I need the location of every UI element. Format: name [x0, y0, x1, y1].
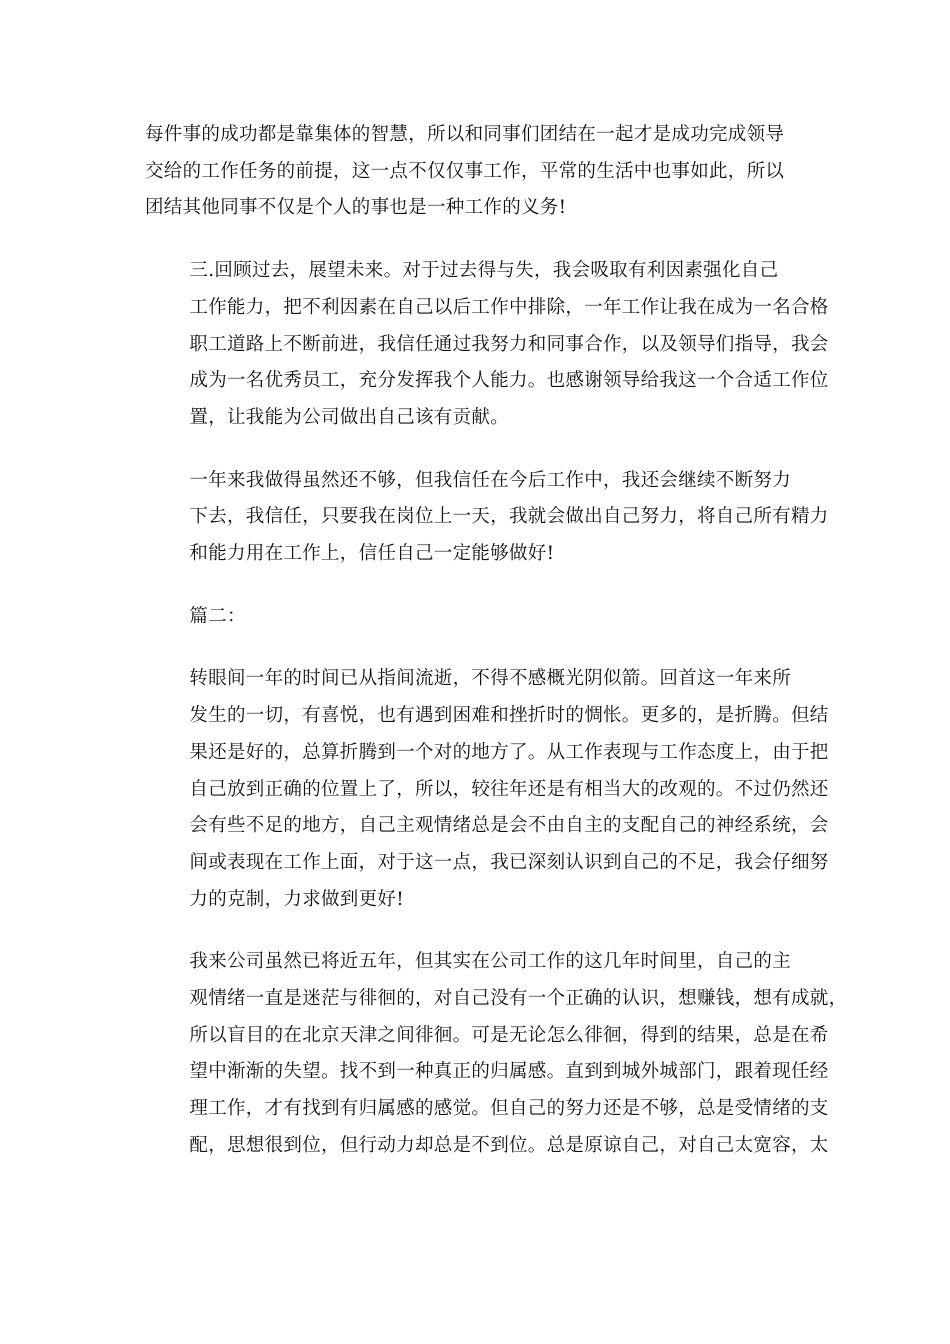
text-line: 三.回顾过去，展望未来。对于过去得与失，我会吸取有利因素强化自己 — [189, 260, 779, 282]
text-line: 交给的工作任务的前提，这一点不仅仅事工作，平常的生活中也事如此，所以 — [145, 160, 785, 182]
document-body — [145, 117, 848, 1191]
text-line: 发生的一切，有喜悦，也有遇到困难和挫折时的惆怅。更多的，是折腾。但结 — [189, 705, 829, 727]
section-heading — [145, 599, 807, 636]
text-line: 观情绪一直是迷茫与徘徊的，对自己没有一个正确的认识，想赚钱，想有成就， — [189, 988, 848, 1010]
text-line: 间或表现在工作上面，对于这一点，我已深刻认识到自己的不足，我会仔细努 — [189, 851, 829, 873]
text-line: 篇二： — [189, 605, 246, 627]
text-line: 一年来我做得虽然还不够，但我信任在今后工作中，我还会继续不断努力 — [189, 469, 791, 491]
paragraph-conclusion — [145, 463, 829, 573]
text-line: 职工道路上不断前进，我信任通过我努力和同事合作，以及领导们指导，我会 — [189, 333, 829, 355]
text-line: 我来公司虽然已将近五年，但其实在公司工作的这几年时间里，自己的主 — [189, 951, 791, 973]
text-line: 自己放到正确的位置上了，所以，较往年还是有相当大的改观的。不过仍然还 — [189, 778, 829, 800]
text-line: 置，让我能为公司做出自己该有贡献。 — [189, 406, 509, 428]
text-line: 会有些不足的地方，自己主观情绪总是会不由自主的支配自己的神经系统，会 — [189, 815, 829, 837]
paragraph-review-outlook — [145, 253, 829, 437]
text-line: 成为一名优秀员工，充分发挥我个人能力。也感谢领导给我这一个合适工作位 — [189, 370, 829, 392]
paragraph-year-review — [145, 661, 829, 918]
text-line: 力的克制，力求做到更好! — [189, 888, 404, 910]
paragraph-teamwork — [145, 117, 807, 227]
text-line: 和能力用在工作上，信任自己一定能够做好! — [189, 543, 555, 565]
text-line: 下去，我信任，只要我在岗位上一天，我就会做出自己努力，将自己所有精力 — [189, 506, 829, 528]
text-line: 转眼间一年的时间已从指间流逝，不得不感概光阴似箭。回首这一年来所 — [189, 668, 791, 690]
text-line: 配，思想很到位，但行动力却总是不到位。总是原谅自己，对自己太宽容，太 — [189, 1134, 829, 1156]
text-line: 工作能力，把不利因素在自己以后工作中排除，一年工作让我在成为一名合格 — [189, 296, 829, 318]
paragraph-five-years — [145, 944, 848, 1164]
text-line: 团结其他同事不仅是个人的事也是一种工作的义务! — [145, 197, 567, 219]
text-line: 理工作，才有找到有归属感的感觉。但自己的努力还是不够，总是受情绪的支 — [189, 1098, 829, 1120]
text-line: 所以盲目的在北京天津之间徘徊。可是无论怎么徘徊，得到的结果，总是在希 — [189, 1024, 829, 1046]
text-line: 果还是好的，总算折腾到一个对的地方了。从工作表现与工作态度上，由于把 — [189, 741, 829, 763]
text-line: 每件事的成功都是靠集体的智慧，所以和同事们团结在一起才是成功完成领导 — [145, 124, 785, 145]
text-line: 望中渐渐的失望。找不到一种真正的归属感。直到到城外城部门，跟着现任经 — [189, 1061, 829, 1083]
